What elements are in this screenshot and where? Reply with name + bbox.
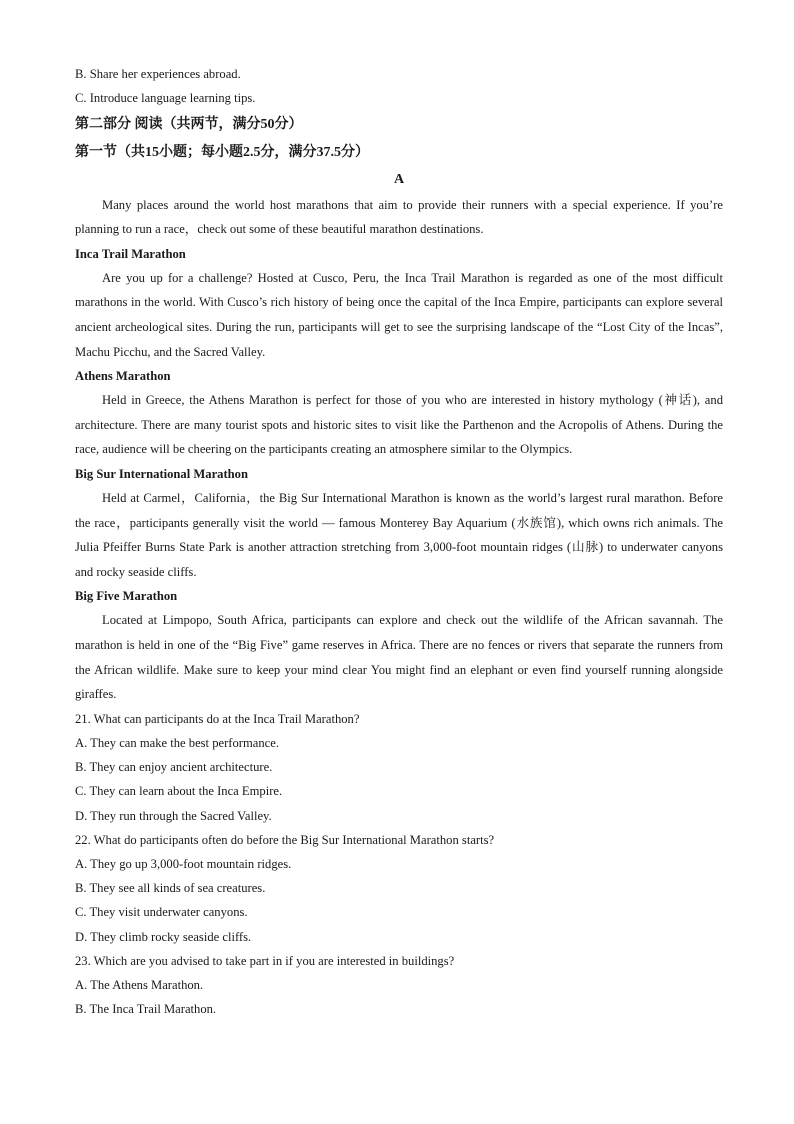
prev-option-c: C. Introduce language learning tips.	[75, 91, 256, 106]
passage-intro: Many places around the world host marathons that aim to provide their runners with a special experience. If you’re planning to run a race，check out some of these beautiful marathon destinations.	[75, 197, 723, 237]
section-title-big-sur: Big Sur International Marathon	[75, 466, 248, 481]
question-21-option-c: C. They can learn about the Inca Empire.	[75, 784, 283, 799]
question-21-option-d: D. They run through the Sacred Valley.	[75, 808, 272, 823]
section-body-inca: Are you up for a challenge? Hosted at Cusco, Peru, the Inca Trail Marathon is regarded as one of the most difficult marathons in the world. With Cusco’s rich history of being once the capital of the Inca Empire, participants can explore several ancient archeological sites. During the run, participants will get to see the surprising landscape of the “Lost City of the Incas”, Machu Picchu, and the Sacred Valley.	[75, 270, 723, 359]
passage-label: A	[393, 171, 405, 187]
section-heading: 第一节（共15小题；每小题2.5分，满分37.5分）	[75, 144, 369, 160]
question-21-option-a: A. They can make the best performance.	[75, 735, 279, 750]
section-body-big-five: Located at Limpopo, South Africa, participants can explore and check out the wildlife of the African savannah. The marathon is held in one of the “Big Five” game reserves in Africa. There are no fences or rivers that separate the runners from the African wildlife. Make sure to keep your mind clear You might find an elephant or even find yourself running alongside giraffes.	[75, 613, 723, 702]
question-21-stem: 21. What can participants do at the Inca Trail Marathon?	[75, 711, 360, 726]
section-title-athens: Athens Marathon	[75, 369, 171, 384]
prev-option-b: B. Share her experiences abroad.	[75, 67, 241, 81]
question-22-option-a: A. They go up 3,000-foot mountain ridges.	[75, 856, 292, 871]
question-21-option-b: B. They can enjoy ancient architecture.	[75, 760, 273, 775]
section-title-inca: Inca Trail Marathon	[75, 246, 186, 261]
question-23-option-a: A. The Athens Marathon.	[75, 977, 204, 992]
section-body-athens: Held in Greece, the Athens Marathon is perfect for those of you who are interested in history mythology (神话), and architecture. There are many tourist spots and historic sites to visit like the Parthenon and the Acropolis of Athens. During the race, audience will be cheering on the participants creating an atmosphere similar to the Olympics.	[75, 393, 723, 457]
question-22-stem: 22. What do participants often do before the Big Sur International Marathon starts?	[75, 832, 495, 847]
question-22-option-b: B. They see all kinds of sea creatures.	[75, 881, 266, 896]
question-22-option-c: C. They visit underwater canyons.	[75, 905, 248, 920]
section-title-big-five: Big Five Marathon	[75, 589, 178, 604]
part-heading: 第二部分 阅读（共两节，满分50分）	[75, 116, 303, 132]
question-23-option-b: B. The Inca Trail Marathon.	[75, 1002, 217, 1017]
question-23-stem: 23. Which are you advised to take part in if you are interested in buildings?	[75, 953, 455, 968]
question-22-option-d: D. They climb rocky seaside cliffs.	[75, 929, 252, 944]
section-body-big-sur: Held at Carmel，California，the Big Sur International Marathon is known as the world’s largest rural marathon. Before the race，participants generally visit the world — famous Monterey Bay Aquarium (水族馆), which owns rich animals. The Julia Pfeiffer Burns State Park is another attraction stretching from 3,000-foot mountain ridges (山脉) to underwater canyons and rocky seaside cliffs.	[75, 490, 723, 579]
exam-page	[75, 62, 723, 1021]
